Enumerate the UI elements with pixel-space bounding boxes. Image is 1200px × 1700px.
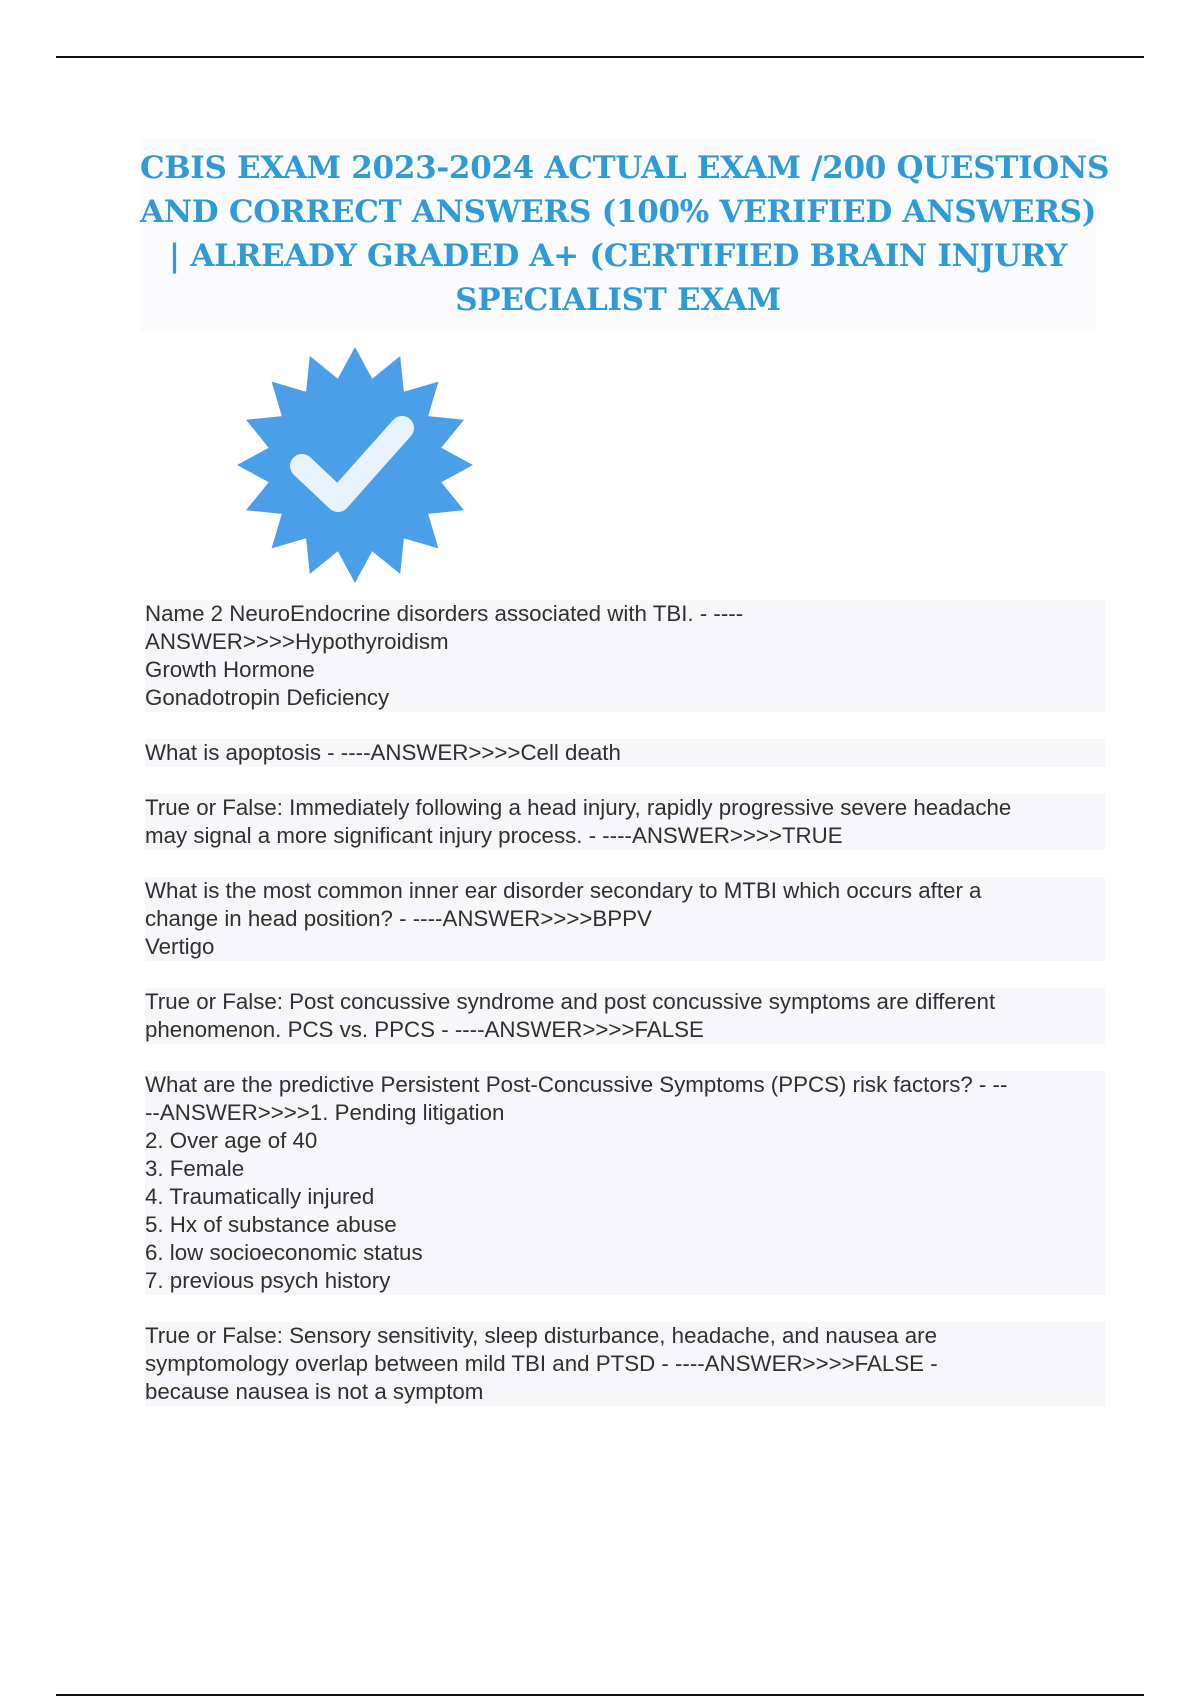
qa-item — [145, 600, 1105, 712]
qa-line: may signal a more significant injury process. - ----ANSWER>>>>TRUE — [145, 823, 843, 848]
verified-badge-graphic — [230, 340, 480, 590]
qa-line: True or False: Immediately following a head injury, rapidly progressive severe headache — [145, 795, 1012, 820]
qa-line: What are the predictive Persistent Post-Concussive Symptoms (PPCS) risk factors? - -- — [145, 1072, 1008, 1097]
top-divider — [56, 56, 1144, 58]
qa-item — [145, 1322, 1105, 1406]
qa-line: --ANSWER>>>>1. Pending litigation — [145, 1100, 505, 1125]
document-title — [140, 138, 1110, 332]
qa-item — [145, 739, 1105, 767]
title-line: SPECIALIST EXAM — [455, 282, 781, 318]
qa-line: because nausea is not a symptom — [145, 1379, 484, 1404]
qa-line: True or False: Sensory sensitivity, sleep disturbance, headache, and nausea are — [145, 1323, 937, 1348]
qa-line: phenomenon. PCS vs. PPCS - ----ANSWER>>>>FALSE — [145, 1017, 704, 1042]
qa-line: True or False: Post concussive syndrome and post concussive symptoms are different — [145, 989, 996, 1014]
qa-line: 6. low socioeconomic status — [145, 1240, 423, 1265]
qa-line: What is apoptosis - ----ANSWER>>>>Cell death — [145, 740, 621, 765]
qa-item — [145, 794, 1105, 850]
bottom-divider — [56, 1694, 1144, 1696]
qa-line: symptomology overlap between mild TBI and PTSD - ----ANSWER>>>>FALSE - — [145, 1351, 938, 1376]
title-line: CBIS EXAM 2023-2024 ACTUAL EXAM /200 QUESTIONS — [140, 150, 1110, 186]
qa-line: 7. previous psych history — [145, 1268, 391, 1293]
qa-line: 4. Traumatically injured — [145, 1184, 375, 1209]
qa-line: 3. Female — [145, 1156, 245, 1181]
qa-line: Gonadotropin Deficiency — [145, 685, 390, 710]
qa-line: Name 2 NeuroEndocrine disorders associated with TBI. - ---- — [145, 601, 744, 626]
qa-line: Vertigo — [145, 934, 215, 959]
qa-line: ANSWER>>>>Hypothyroidism — [145, 629, 449, 654]
title-line: AND CORRECT ANSWERS (100% VERIFIED ANSWERS) — [140, 194, 1097, 230]
title-line: | ALREADY GRADED A+ (CERTIFIED BRAIN INJURY — [168, 238, 1068, 274]
verified-check-badge-icon — [230, 340, 480, 590]
qa-list — [145, 600, 1105, 1433]
qa-item — [145, 988, 1105, 1044]
qa-line: change in head position? - ----ANSWER>>>>BPPV — [145, 906, 652, 931]
qa-line: 5. Hx of substance abuse — [145, 1212, 397, 1237]
qa-line: 2. Over age of 40 — [145, 1128, 318, 1153]
qa-item — [145, 1071, 1105, 1295]
qa-line: Growth Hormone — [145, 657, 315, 682]
qa-item — [145, 877, 1105, 961]
qa-line: What is the most common inner ear disorder secondary to MTBI which occurs after a — [145, 878, 982, 903]
